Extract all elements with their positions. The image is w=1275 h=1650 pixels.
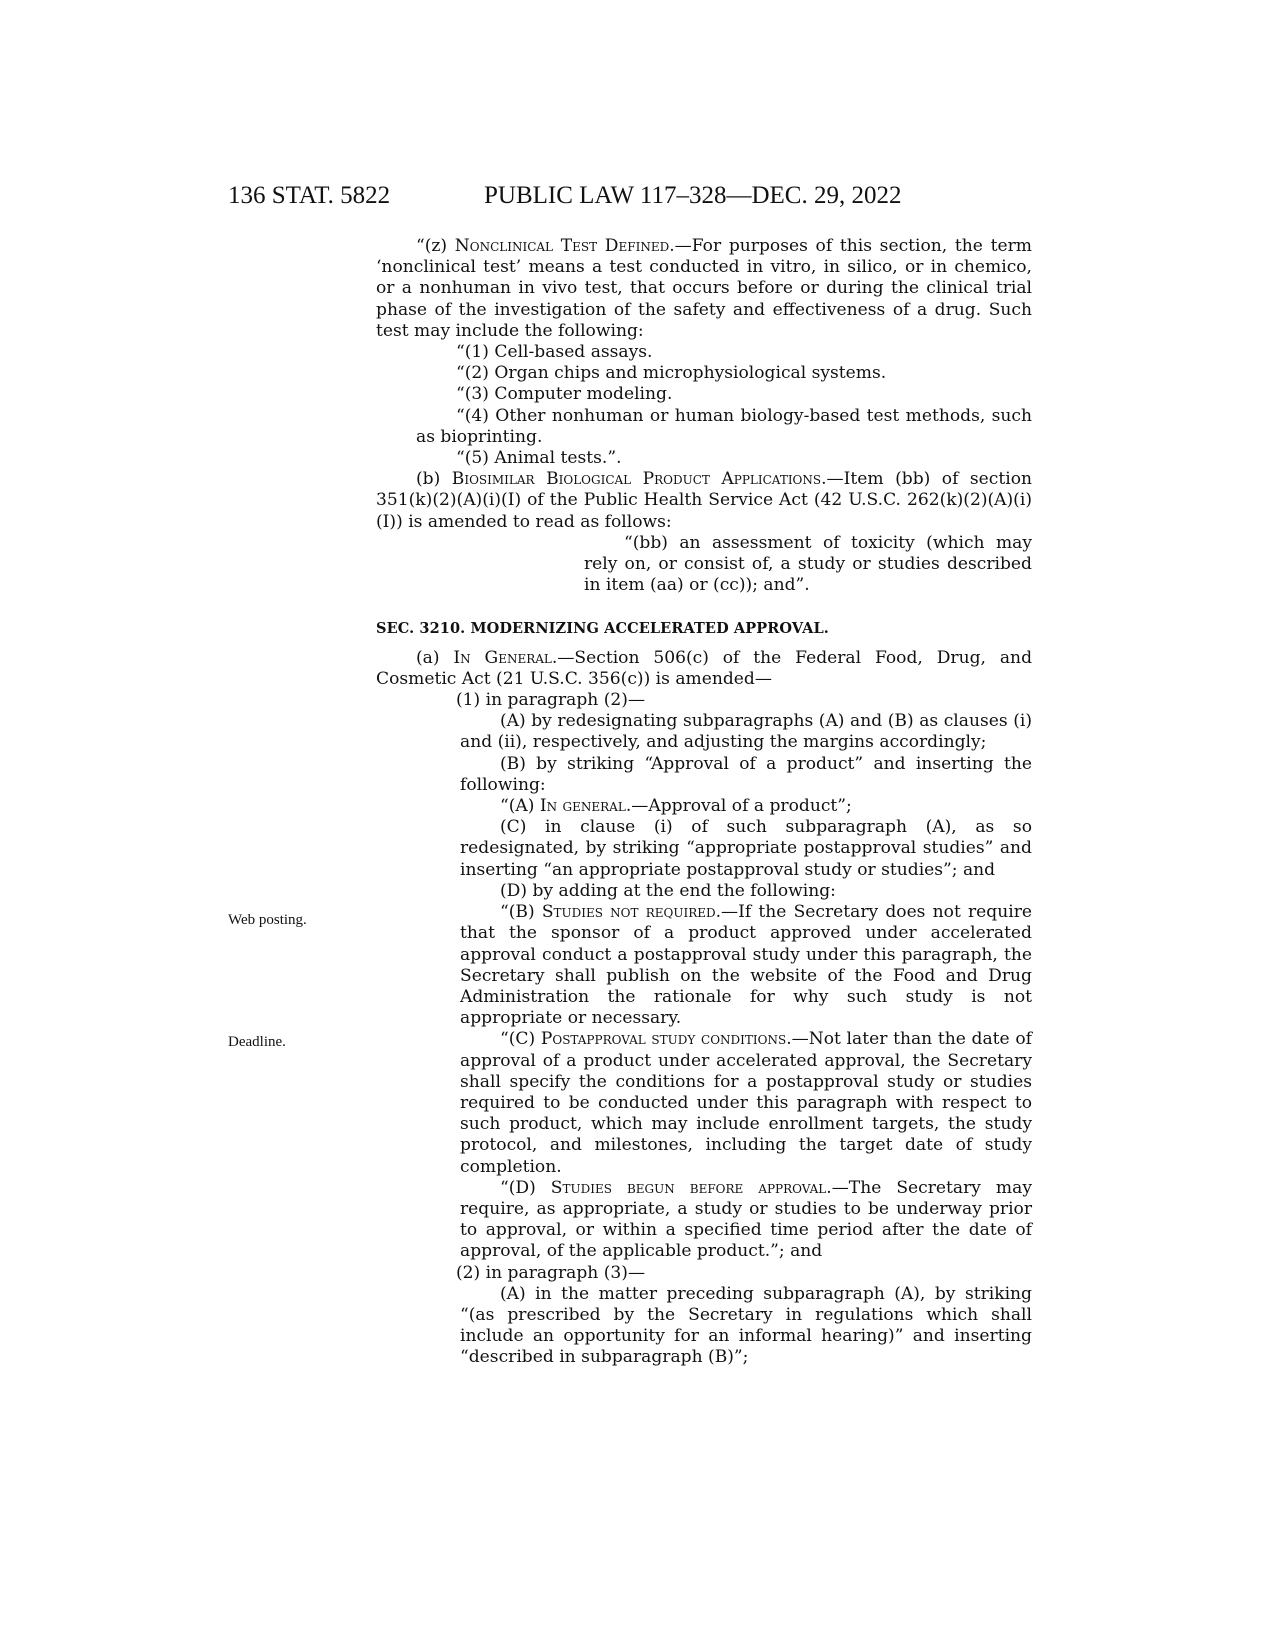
list-item: “(1) Cell-based assays. [456, 342, 653, 363]
list-item: “(2) Organ chips and microphysiological systems. [456, 363, 887, 384]
subparagraph-1A: (A) by redesignating subparagraphs (A) and (B) as clauses (i) and (ii), respectively, and adjusting the margins accordingly; [460, 711, 1032, 753]
quote-C: “(C) Postapproval study conditions.—Not later than the date of approval of a product under accelerated approval, the Secretary shall specify the conditions for a postapproval study or studies required to be conducted under this paragraph with respect to such product, which may include enrollment targets, the study protocol, and milestones, including the target date of study completion. [460, 1029, 1032, 1177]
margin-note-web-posting: Web posting. [228, 912, 307, 928]
paragraph-1: (1) in paragraph (2)— [456, 690, 646, 711]
subparagraph-2A: (A) in the matter preceding subparagraph (A), by striking “(as prescribed by the Secretary in regulations which shall include an opportunity for an informal hearing)” and inserting “described in subparagraph (B)”; [460, 1283, 1032, 1368]
running-head: PUBLIC LAW 117–328—DEC. 29, 2022 [484, 182, 902, 209]
heading-nonclinical-test: Nonclinical Test Defined [454, 236, 670, 256]
heading-biosimilar: Biosimilar Biological Product Applications [451, 469, 822, 490]
margin-note-deadline: Deadline. [228, 1034, 286, 1050]
quote-bb: “(bb) an assessment of toxicity (which may rely on, or consist of, a study or studies described in item (aa) or (cc)); and”. [584, 532, 1032, 596]
quote-D: “(D) Studies begun before approval.—The Secretary may require, as appropriate, a study or studies to be underway prior to approval, or within a specified time period after the date of approval, of the applicable product.”; and [460, 1177, 1032, 1262]
page-number: 136 STAT. 5822 [228, 182, 391, 209]
list-item: “(4) Other nonhuman or human biology-based test methods, such as bioprinting. [416, 405, 1032, 447]
quote-B: “(B) Studies not required.—If the Secretary does not require that the sponsor of a product approved under accelerated approval conduct a postapproval study under this paragraph, the Secretary shall publish on the website of the Food and Drug Administration the rationale for why such study is not appropriate or necessary. [460, 902, 1032, 1029]
paragraph-b: (b) Biosimilar Biological Product Applications.—Item (bb) of section 351(k)(2)(A)(i)(I) of the Public Health Service Act (42 U.S.C. 262(k)(2)(A)(i)(I)) is amended to read as follows: [376, 469, 1032, 532]
quote-A: “(A) In general.—Approval of a product”; [500, 796, 852, 817]
subparagraph-1D: (D) by adding at the end the following: [500, 880, 836, 901]
heading-in-general: In General [453, 647, 552, 668]
subparagraph-1C: (C) in clause (i) of such subparagraph (A), as so redesignated, by striking “appropriate postapproval studies” and inserting “an appropriate postapproval study or studies”; and [460, 817, 1032, 880]
paragraph-z: “(z) Nonclinical Test Defined.—For purposes of this section, the term ‘nonclinical test’ means a test conducted in vitro, in silico, or in chemico, or a nonhuman in vivo test, that occurs before or during the clinical trial phase of the investigation of the safety and effectiveness of a drug. Such test may include the following: [376, 236, 1032, 341]
subparagraph-1B: (B) by striking “Approval of a product” and inserting the following: [460, 753, 1032, 795]
page-header [228, 182, 1028, 222]
list-item: “(3) Computer modeling. [456, 384, 673, 405]
paragraph-2: (2) in paragraph (3)— [456, 1262, 646, 1283]
statute-body [376, 236, 1032, 1369]
list-item: “(5) Animal tests.”. [456, 448, 622, 469]
section-heading: SEC. 3210. MODERNIZING ACCELERATED APPROVAL. [376, 620, 829, 638]
paragraph-a: (a) In General.—Section 506(c) of the Federal Food, Drug, and Cosmetic Act (21 U.S.C. 356(c)) is amended— [376, 647, 1033, 689]
